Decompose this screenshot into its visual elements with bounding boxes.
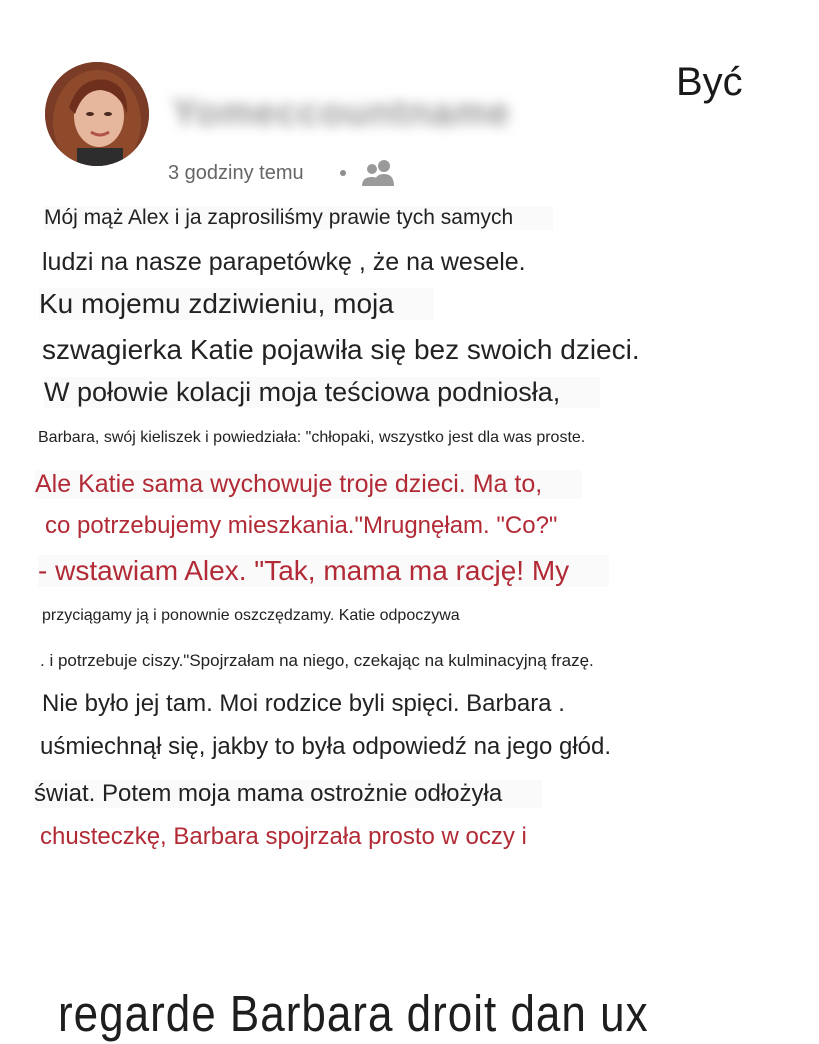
post-header	[0, 0, 819, 200]
body-line: Ale Katie sama wychowuje troje dzieci. Ma to,	[35, 470, 582, 499]
body-line: co potrzebujemy mieszkania."Mrugnęłam. "Co?"	[45, 512, 558, 539]
body-line: - wstawiam Alex. "Tak, mama ma rację! My	[38, 555, 609, 587]
body-line: przyciągamy ją i ponownie oszczędzamy. Katie odpoczywa	[42, 607, 460, 624]
avatar[interactable]	[45, 62, 149, 166]
body-line: świat. Potem moja mama ostrożnie odłożyła	[34, 780, 542, 808]
body-line: uśmiechnął się, jakby to była odpowiedź na jego głód.	[40, 733, 612, 760]
body-line: szwagierka Katie pojawiła się bez swoich dzieci.	[42, 334, 640, 365]
body-line: Nie było jej tam. Moi rodzice byli spięci. Barbara .	[42, 690, 565, 717]
post-meta	[168, 158, 396, 188]
body-line: . i potrzebuje ciszy."Spojrzałam na niego, czekając na kulminacyjną frazę.	[40, 651, 594, 670]
body-line: Mój mąż Alex i ja zaprosiliśmy prawie tych samych	[44, 206, 553, 230]
body-line: chusteczkę, Barbara spojrzała prosto w oczy i	[40, 823, 527, 850]
body-line: Barbara, swój kieliszek i powiedziała: "chłopaki, wszystko jest dla was proste.	[38, 429, 586, 446]
body-line: ludzi na nasze parapetówkę , że na wesele.	[42, 248, 526, 276]
body-line: Ku mojemu zdziwieniu, moja	[39, 288, 434, 320]
username[interactable]: Yomeccountname	[172, 92, 511, 134]
avatar-photo	[45, 62, 149, 166]
body-line: W połowie kolacji moja teściowa podniosła,	[44, 377, 600, 408]
corner-label: Być	[676, 60, 743, 104]
separator-dot	[340, 170, 346, 176]
friends-icon[interactable]	[360, 158, 396, 188]
cropped-text-line: regarde Barbara droit dan ux	[58, 986, 649, 1043]
timestamp[interactable]: 3 godziny temu	[168, 161, 304, 184]
